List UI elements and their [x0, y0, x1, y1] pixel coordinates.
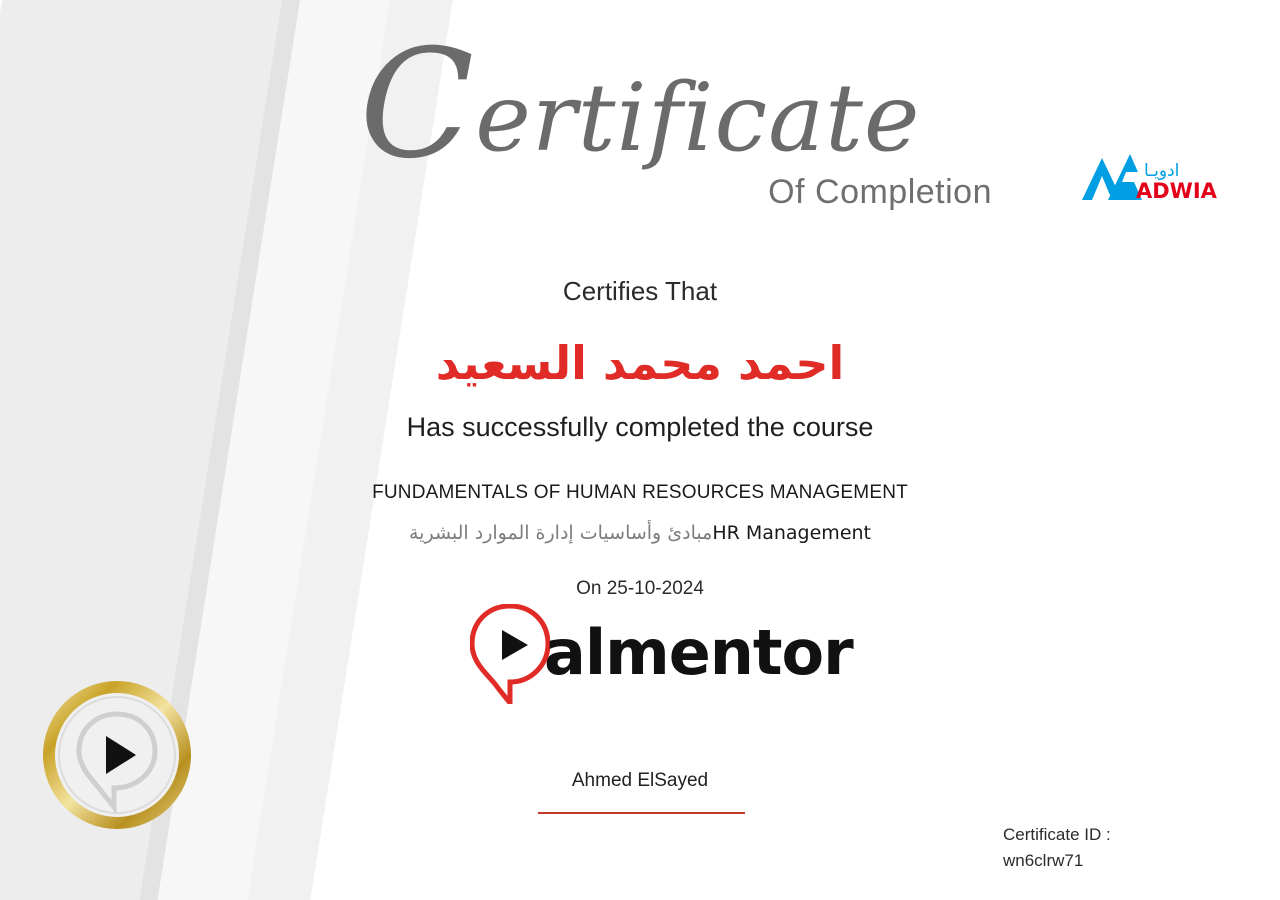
- page-title: Certificate: [359, 18, 921, 192]
- course-subtitle-arabic: مبادئ وأساسيات إدارة الموارد البشرية: [408, 522, 713, 544]
- almentor-wordmark: almentor: [544, 616, 853, 689]
- certificate-title-block: [280, 18, 1000, 212]
- play-pin-icon: [470, 604, 550, 704]
- certificate-id-value: wn6clrw71: [1003, 851, 1084, 871]
- certifies-label: Certifies That: [562, 276, 718, 306]
- gold-seal-badge: [40, 678, 194, 832]
- page-subtitle: Of Completion: [768, 172, 992, 211]
- completion-date: On 25-10-2024: [576, 578, 704, 599]
- certificate-id-label: Certificate ID :: [1003, 825, 1111, 844]
- svg-text:ادويـا: ادويـا: [1144, 161, 1180, 181]
- certificate-id: [1003, 822, 1111, 875]
- completion-statement: Has successfully completed the course: [406, 412, 874, 442]
- signature-name: Ahmed ElSayed: [571, 770, 709, 791]
- course-title: FUNDAMENTALS OF HUMAN RESOURCES MANAGEMENT: [372, 482, 908, 503]
- svg-text:ADWIA: ADWIA: [1136, 179, 1217, 203]
- recipient-name: احمد محمد السعيد: [435, 336, 845, 390]
- course-subtitle-english: HR Management: [712, 522, 872, 544]
- adwia-logo: [1078, 148, 1228, 208]
- course-subtitle: [240, 522, 1040, 544]
- signature-rule: [538, 812, 745, 814]
- almentor-logo: [470, 600, 853, 710]
